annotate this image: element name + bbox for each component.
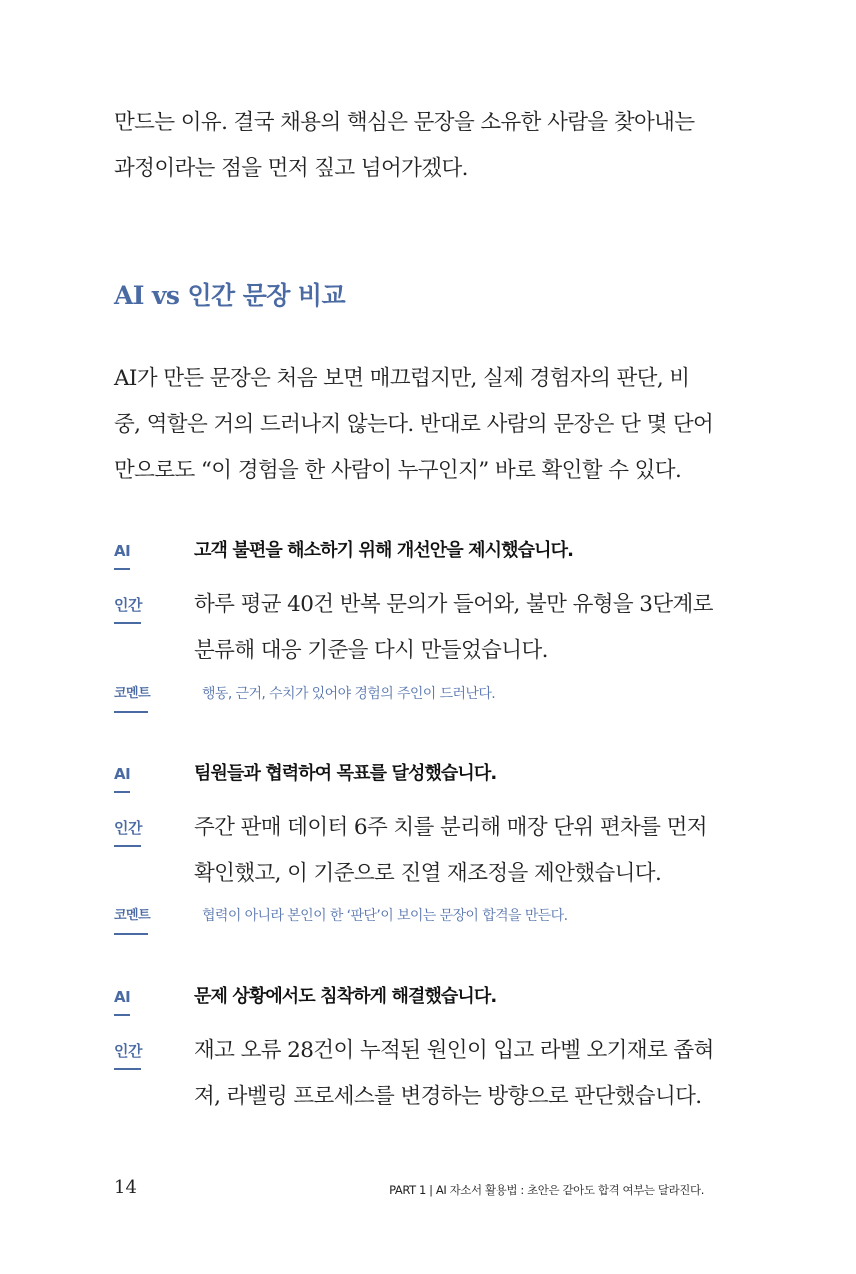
human-label: 인간 [114,1042,142,1060]
comment-label: 코멘트 [114,906,150,926]
human-sentence: 재고 오류 28건이 누적된 원인이 입고 라벨 오기재로 좁혀져, 라벨링 프로세스를 변경하는 방향으로 판단했습니다. [194,1038,714,1109]
ai-label: AI [114,542,131,560]
comment-sentence: 행동, 근거, 수치가 있어야 경험의 주인이 드러난다. [202,686,496,702]
human-sentence: 주간 판매 데이터 6주 치를 분리해 매장 단위 편차를 먼저 확인했고, 이 기준으로 진열 재조정을 제안했습니다. [194,815,707,886]
ai-label: AI [114,765,131,783]
intro-paragraph: 만드는 이유. 결국 채용의 핵심은 문장을 소유한 사람을 찾아내는 과정이라는 점을 먼저 짚고 넘어가겠다. [114,110,695,181]
section-title: AI vs 인간 문장 비교 [114,281,346,310]
ai-sentence: 문제 상황에서도 침착하게 해결했습니다. [194,986,497,1007]
page-number: 14 [114,1177,137,1198]
comment-label: 코멘트 [114,684,150,704]
comment-sentence: 협력이 아니라 본인이 한 ‘판단’이 보이는 문장이 합격을 만든다. [202,908,568,924]
ai-sentence: 고객 불편을 해소하기 위해 개선안을 제시했습니다. [194,540,574,561]
running-title: PART 1 | AI 자소서 활용법 : 초안은 같아도 합격 여부는 달라진다. [389,1183,704,1197]
ai-label: AI [114,988,131,1006]
human-label: 인간 [114,596,142,614]
section-paragraph: AI가 만든 문장은 처음 보면 매끄럽지만, 실제 경험자의 판단, 비중, 역할은 거의 드러나지 않는다. 반대로 사람의 문장은 단 몇 단어만으로도 “이 경험을 한 사람이 누구인지” 바로 확인할 수 있다. [114,366,714,483]
human-label: 인간 [114,819,142,837]
human-sentence: 하루 평균 40건 반복 문의가 들어와, 불만 유형을 3단계로 분류해 대응 기준을 다시 만들었습니다. [194,592,713,663]
ai-sentence: 팀원들과 협력하여 목표를 달성했습니다. [194,763,497,784]
